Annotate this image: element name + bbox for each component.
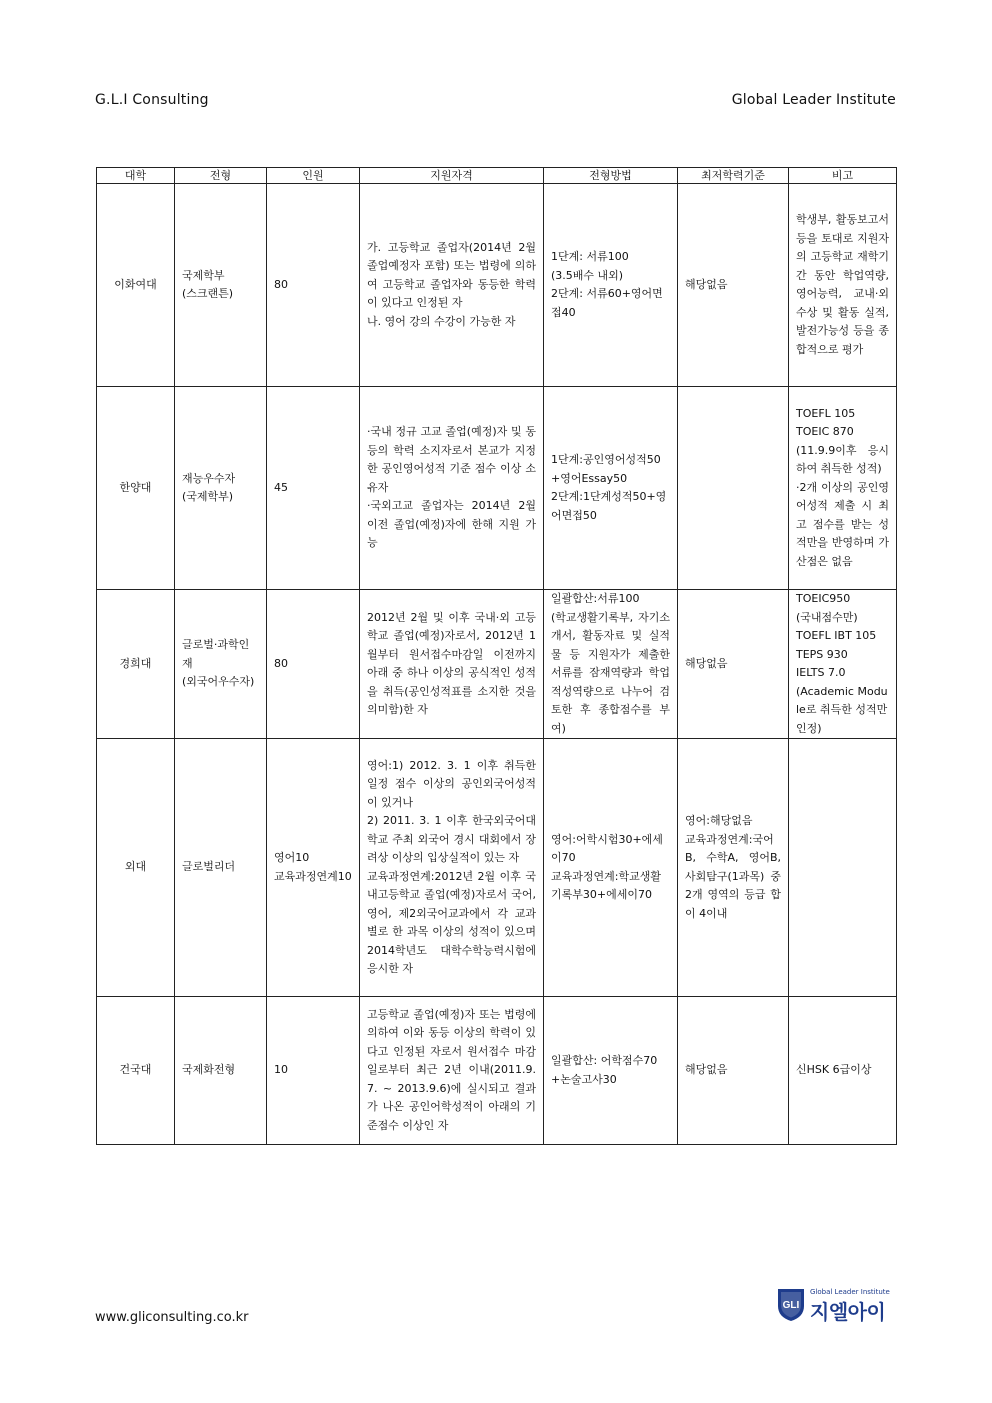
- table-row: [97, 997, 897, 1145]
- cell-qualification: 영어:1) 2012. 3. 1 이후 취득한 일정 점수 이상의 공인외국어성적이 있거나 2) 2011. 3. 1 이후 한국외국어대학교 주최 외국어 경시 대회에서 장려상 이상의 입상실적이 있는 자 교육과정연계:2012년 2월 이후 국내고등학교 졸업(예정)자로서 국어, 영어, 제2외국어교과에서 각 교과별로 한 과목 이상의 성적이 있으며 2014학년도 대학수학능력시험에 응시한 자: [360, 739, 544, 997]
- cell-qualification: 고등학교 졸업(예정)자 또는 법령에 의하여 이와 동등 이상의 학력이 있다고 인정된 자로서 원서접수 마감일로부터 최근 2년 이내(2011.9.7. ~ 2013.9.6)에 실시되고 결과가 나온 공인어학성적이 아래의 기준점수 이상인 자: [360, 997, 544, 1145]
- cell-count: 80: [267, 590, 360, 739]
- cell-method: 1단계: 서류100 (3.5배수 내외) 2단계: 서류60+영어면접40: [544, 184, 678, 387]
- gli-logo: [776, 1286, 890, 1326]
- cell-min-standard: [678, 387, 789, 590]
- col-header-univ: 대학: [97, 168, 175, 184]
- col-header-method: 전형방법: [544, 168, 678, 184]
- table-row: [97, 739, 897, 997]
- logo-name: 지엘아이: [810, 1300, 886, 1324]
- cell-count: 영어10 교육과정연계10: [267, 739, 360, 997]
- table-row: [97, 387, 897, 590]
- cell-track: 국제화전형: [175, 997, 267, 1145]
- header-right-title: Global Leader Institute: [731, 92, 896, 108]
- cell-count: 10: [267, 997, 360, 1145]
- cell-qualification: 2012년 2월 및 이후 국내·외 고등학교 졸업(예정)자로서, 2012년 1월부터 원서접수마감일 이전까지 아래 중 하나 이상의 공식적인 성적을 취득(공인성적표를 소지한 것을 의미함)한 자: [360, 590, 544, 739]
- header-left-title: G.L.I Consulting: [95, 92, 209, 108]
- cell-note: TOEIC950 (국내점수만) TOEFL IBT 105 TEPS 930 IELTS 7.0 (Academic Module로 취득한 성적만 인정): [789, 590, 897, 739]
- footer-website-url: www.gliconsulting.co.kr: [95, 1310, 249, 1325]
- cell-method: 영어:어학시험30+에세이70 교육과정연계:학교생활기록부30+에세이70: [544, 739, 678, 997]
- cell-track: 글로벌리더: [175, 739, 267, 997]
- col-header-qualification: 지원자격: [360, 168, 544, 184]
- col-header-min-standard: 최저학력기준: [678, 168, 789, 184]
- col-header-track: 전형: [175, 168, 267, 184]
- cell-qualification: ·국내 정규 고교 졸업(예정)자 및 동등의 학력 소지자로서 본교가 지정한 공인영어성적 기준 점수 이상 소유자 ·국외고교 졸업자는 2014년 2월 이전 졸업(예정)자에 한해 지원 가능: [360, 387, 544, 590]
- cell-track: 글로벌·과학인재 (외국어우수자): [175, 590, 267, 739]
- cell-min-standard: 해당없음: [678, 590, 789, 739]
- cell-note: 학생부, 활동보고서 등을 토대로 지원자의 고등학교 재학기간 동안 학업역량, 영어능력, 교내·외 수상 및 활동 실적, 발전가능성 등을 종합적으로 평가: [789, 184, 897, 387]
- cell-count: 80: [267, 184, 360, 387]
- shield-logo-icon: [776, 1286, 806, 1322]
- cell-univ: 한양대: [97, 387, 175, 590]
- cell-note: 신HSK 6급이상: [789, 997, 897, 1145]
- cell-count: 45: [267, 387, 360, 590]
- cell-min-standard: 영어:해당없음 교육과정연계:국어B, 수학A, 영어B, 사회탐구(1과목) 중 2개 영역의 등급 합이 4이내: [678, 739, 789, 997]
- cell-method: 일괄합산: 어학점수70+논술고사30: [544, 997, 678, 1145]
- cell-min-standard: 해당없음: [678, 997, 789, 1145]
- logo-mark-text: GLI: [782, 1300, 800, 1311]
- admissions-table: [96, 167, 897, 1145]
- cell-track: 재능우수자 (국제학부): [175, 387, 267, 590]
- cell-track: 국제학부 (스크랜튼): [175, 184, 267, 387]
- logo-tagline: Global Leader Institute: [810, 1288, 890, 1296]
- cell-method: 일괄합산:서류100 (학교생활기록부, 자기소개서, 활동자료 및 실적물 등 지원자가 제출한 서류를 잠재역량과 학업적성역량으로 나누어 검토한 후 종합점수를 부여): [544, 590, 678, 739]
- cell-univ: 건국대: [97, 997, 175, 1145]
- cell-univ: 경희대: [97, 590, 175, 739]
- cell-note: TOEFL 105 TOEIC 870 (11.9.9이후 응시하여 취득한 성적) ·2개 이상의 공인영어성적 제출 시 최고 점수를 받는 성적만을 반영하며 가산점은 없음: [789, 387, 897, 590]
- cell-method: 1단계:공인영어성적50+영어Essay50 2단계:1단계성적50+영어면접50: [544, 387, 678, 590]
- cell-univ: 외대: [97, 739, 175, 997]
- cell-univ: 이화여대: [97, 184, 175, 387]
- table-row: [97, 184, 897, 387]
- col-header-note: 비고: [789, 168, 897, 184]
- cell-qualification: 가. 고등학교 졸업자(2014년 2월 졸업예정자 포함) 또는 법령에 의하여 고등학교 졸업자와 동등한 학력이 있다고 인정된 자 나. 영어 강의 수강이 가능한 자: [360, 184, 544, 387]
- col-header-count: 인원: [267, 168, 360, 184]
- cell-note: [789, 739, 897, 997]
- cell-min-standard: 해당없음: [678, 184, 789, 387]
- table-row: [97, 590, 897, 739]
- table-header-row: [97, 168, 897, 184]
